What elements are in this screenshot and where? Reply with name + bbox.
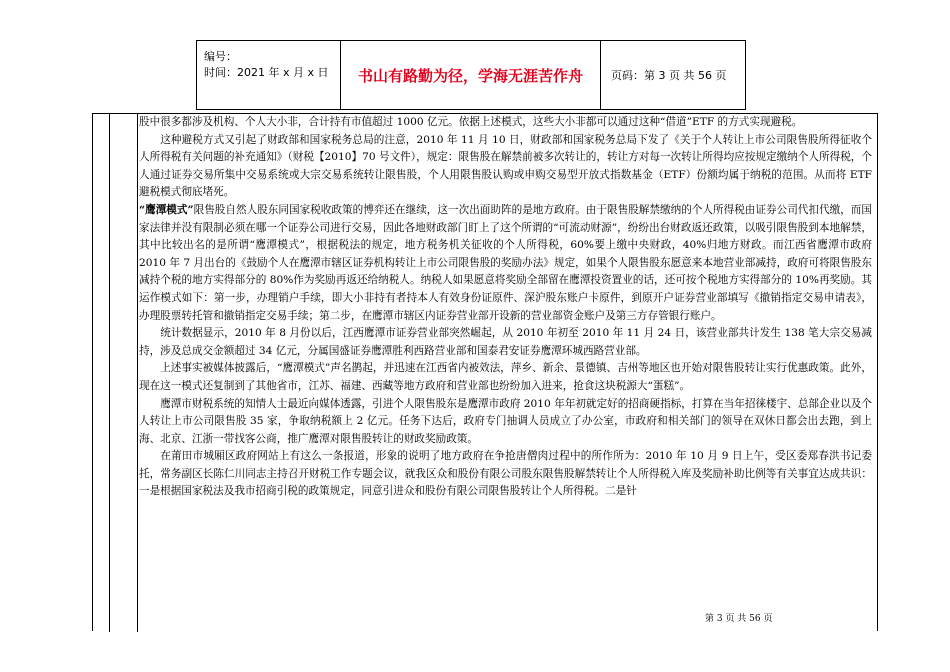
paragraph: 鹰潭市财税系统的知情人士最近向媒体透露，引进个人限售股东是鹰潭市政府 2010 年年初就定好的招商硬指标，打算在当年招徕楼宇、总部企业以及个人转让上市公司限售股 35 家，争取纳税额上 2 亿元。任务下达后，政府专门抽调人员成立了办公室，市政府和相关部门的领导在双休日都会出去跑，到上海、北京、江浙一带找客公商，推广鹰潭对限售股转让的财政奖励政策。 xyxy=(139,397,872,445)
time-label: 时间：2021 年 x 月 x 日 xyxy=(204,66,329,79)
header-meta xyxy=(197,41,341,109)
paragraph: 在莆田市城厢区政府网站上有这么一条报道，形象的说明了地方政府在争抢唐僧肉过程中的所作所为：2010 年 10 月 9 日上午，受区委郑春洪书记委托，常务副区长陈仁川同志主持召开财税工作专题会议，就我区众和股份有限公司股东限售股解禁转让个人所得税入库及奖励补助比例等有关事宜达成共识：一是根据国家税法及我市招商引税的政策规定，同意引进众和股份有限公司限售股转让个人所得税。二是针 xyxy=(139,450,872,498)
page-footer: 第 3 页 共 56 页 xyxy=(705,614,773,624)
number-label: 编号： xyxy=(204,50,237,63)
motto: 书山有路勤为径，学海无涯苦作舟 xyxy=(341,41,601,109)
paragraph: 上述事实被媒体披露后，“鹰潭模式”声名鹊起，并迅速在江西省内被效法，萍乡、新余、景德镇、吉州等地区也开始对限售股转让实行优惠政策。此外，现在这一模式还复制到了其他省市，江苏、福建、西藏等地方政府和营业部也纷纷加入进来，抢食这块税源大“蛋糕”。 xyxy=(139,362,872,392)
paragraph: 这种避税方式又引起了财政部和国家税务总局的注意，2010 年 11 月 10 日，财政部和国家税务总局下发了《关于个人转让上市公司限售股所得征收个人所得税有关问题的补充通知》（财税【2010】70 号文件），规定：限售股在解禁前被多次转让的，转让方对每一次转让所得均应按规定缴纳个人所得税，个人通过证券交易所集中交易系统或大宗交易系统转让限售股，个人用限售股认购或申购交易型开放式指数基金（ETF）份额均属于纳税的范围。从而将 ETF 避税模式彻底堵死。 xyxy=(139,133,872,199)
column-divider xyxy=(137,114,138,632)
paragraph-text: 限售股自然人股东同国家税收政策的博弈还在继续，这一次出面助阵的是地方政府。由于限售股解禁缴纳的个人所得税由证券公司代扣代缴，而国家法律并没有限制必须在哪一个证券公司进行交易，因此各地财政部门盯上了这个所谓的“可流动财源”，纷纷出台财政返还政策，以吸引限售股到本地解禁，其中比较出名的是所谓“鹰潭模式”，根据税法的规定，地方税务机关征收的个人所得税，60%要上缴中央财政，40%归地方财政。而江西省鹰潭市政府 2010 年 7 月出台的《鼓励个人在鹰潭市辖区证券机构转让上市公司限售股的奖励办法》规定，如果个人限售股东愿意来本地营业部减持，政府可将限售股东减持个税的地方实得部分的 80%作为奖励再返还给纳税人。纳税人如果愿意将奖励全部留在鹰潭投资置业的话，还可按个税地方实得部分的 10%再奖励。其运作模式如下：第一步，办理销户手续，即大小非持有者持本人有效身份证原件、深沪股东账户卡原件，到原开户证券营业部填写《撤销指定交易申请表》，办理股票转托管和撤销指定交易手续；第二步，在鹰潭市辖区内证券营业部开设新的营业部资金账户及第三方存管银行账户。 xyxy=(139,203,872,322)
body-text xyxy=(139,114,872,501)
column-divider xyxy=(109,114,110,632)
page-label: 页码：第 3 页 共 56 页 xyxy=(611,69,727,82)
paragraph: 股中很多都涉及机构、个人大小非，合计持有市值超过 1000 亿元。依据上述模式，这些大小非都可以通过这种“借道”ETF 的方式实现避税。 xyxy=(139,116,803,128)
header-table xyxy=(196,40,746,110)
paragraph: 统计数据显示，2010 年 8 月份以后，江西鹰潭市证券营业部突然崛起，从 2010 年初至 2010 年 11 月 24 日，该营业部共计发生 138 笔大宗交易减持，涉及总成交金额超过 34 亿元，分属国盛证券鹰潭胜利西路营业部和国泰君安证券鹰潭环城西路营业部。 xyxy=(139,327,872,357)
paragraph xyxy=(139,202,872,325)
section-heading: “鹰潭模式” xyxy=(139,203,194,216)
